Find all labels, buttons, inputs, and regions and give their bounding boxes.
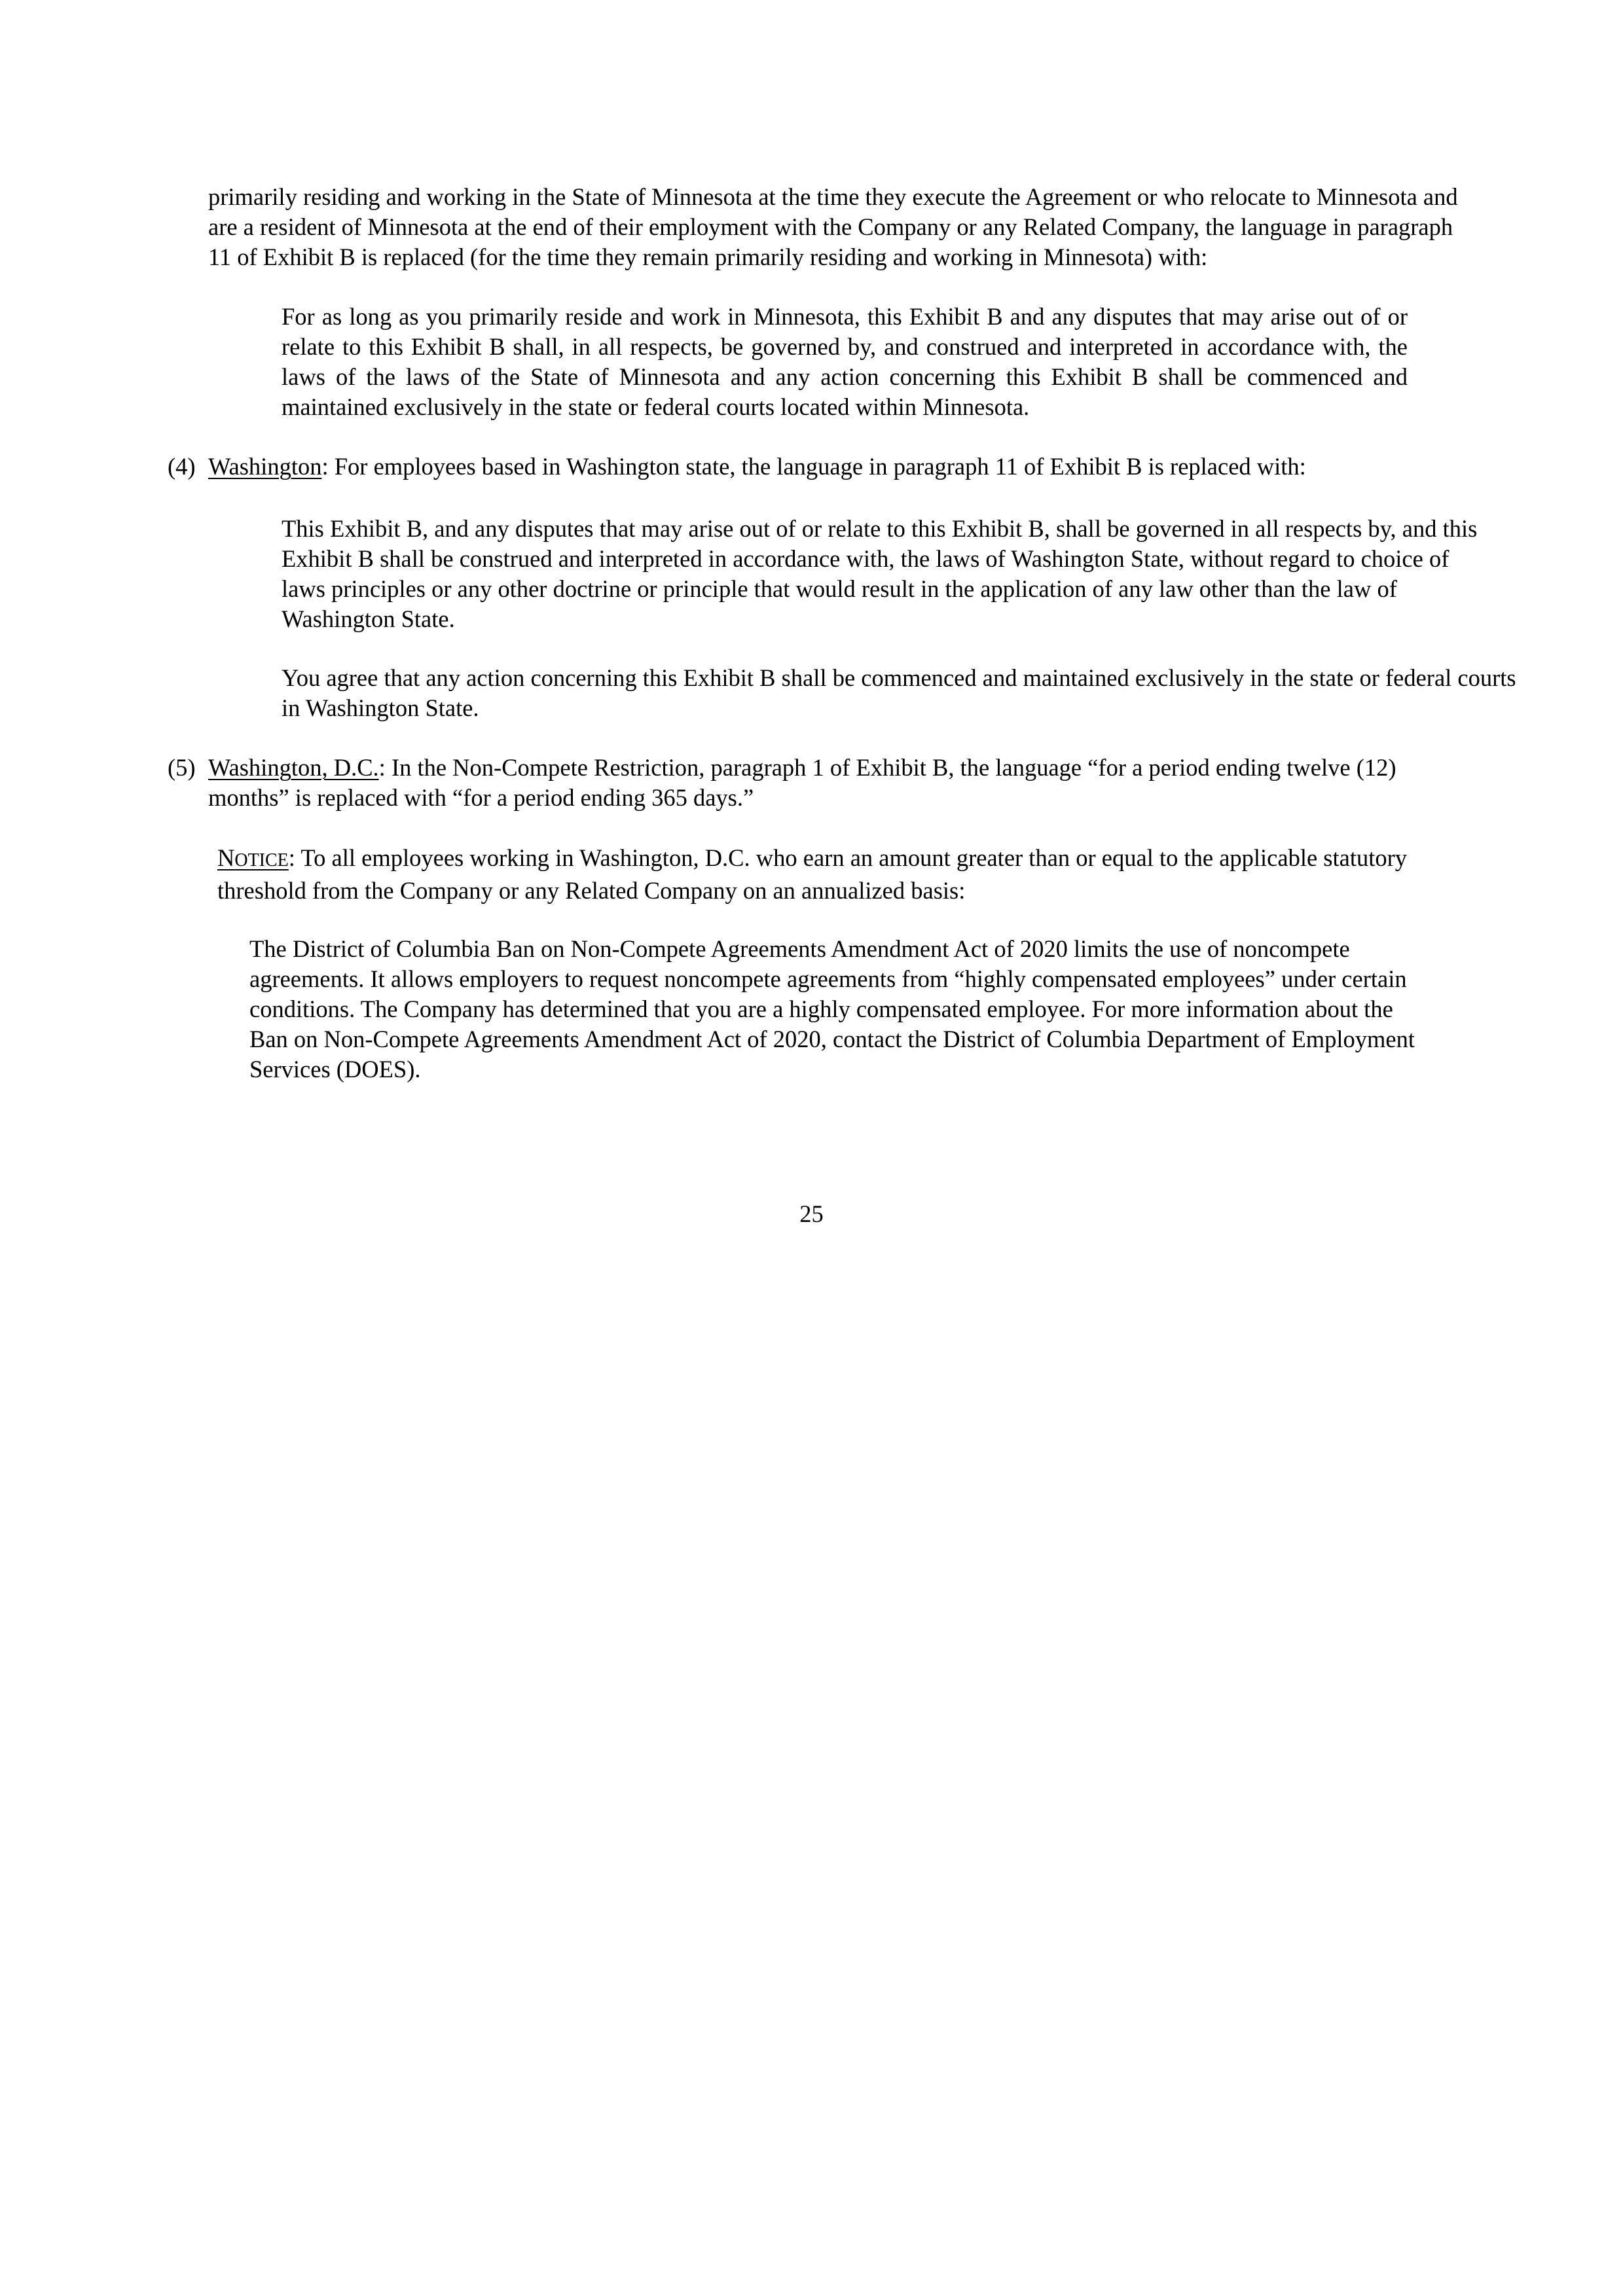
dc-ban-quote: The District of Columbia Ban on Non-Compete Agreements Amendment Act of 2020 limits the use of noncompete agreements. It allows employers to request noncompete agreements from “highly compensated employees” under certain conditions. The Company has determined that you are a highly compensated employee. For more information about the Ban on Non-Compete Agreements Amendment Act of 2020, contact the District of Columbia Department of Employment Services (DOES). — [249, 935, 1415, 1083]
item-4-heading: Washington — [208, 453, 322, 480]
washington-venue-quote: You agree that any action concerning this Exhibit B shall be commenced and maintained exclusively in the state or federal courts in Washington State. — [282, 664, 1516, 721]
dc-notice-paragraph — [217, 843, 1491, 906]
item-5-number: (5) — [168, 754, 196, 781]
item-5-paragraph — [208, 753, 1482, 813]
notice-label: NOTICE — [217, 844, 289, 871]
item-5-heading: Washington, D.C. — [208, 754, 379, 781]
notice-text: : To all employees working in Washington, D.C. who earn an amount greater than or equal to the applicable statutory threshold from the Company or any Related Company on an annualized basis: — [217, 844, 1408, 904]
page-number: 25 — [799, 1200, 824, 1227]
item-5-text: : In the Non-Compete Restriction, paragraph 1 of Exhibit B, the language “for a period ending twelve (12) months” is replaced with “for a period ending 365 days.” — [208, 754, 1396, 811]
washington-governing-law-quote: This Exhibit B, and any disputes that may arise out of or relate to this Exhibit B, shall be governed in all respects by, and this Exhibit B shall be construed and interpreted in accordance with, the laws of Washington State, without regard to choice of laws principles or any other doctrine or principle that would result in the application of any law other than the law of Washington State. — [282, 515, 1478, 632]
minnesota-governing-law-quote: For as long as you primarily reside and work in Minnesota, this Exhibit B and any disputes that may arise out of or relate to this Exhibit B shall, in all respects, be governed by, and construed and interpreted in accordance with, the laws of the laws of the State of Minnesota and any action concerning this Exhibit B shall be commenced and maintained exclusively in the state or federal courts located within Minnesota. — [282, 303, 1408, 420]
item-4-text: : For employees based in Washington state, the language in paragraph 11 of Exhibit B is replaced with: — [321, 453, 1306, 480]
item-4-number: (4) — [168, 453, 196, 480]
item-4-paragraph — [208, 452, 1482, 482]
intro-paragraph: primarily residing and working in the State of Minnesota at the time they execute the Agreement or who relocate to Minnesota and are a resident of Minnesota at the end of their employment with the Company or any Related Company, the language in paragraph 11 of Exhibit B is replaced (for the time they remain primarily residing and working in Minnesota) with: — [208, 183, 1458, 270]
